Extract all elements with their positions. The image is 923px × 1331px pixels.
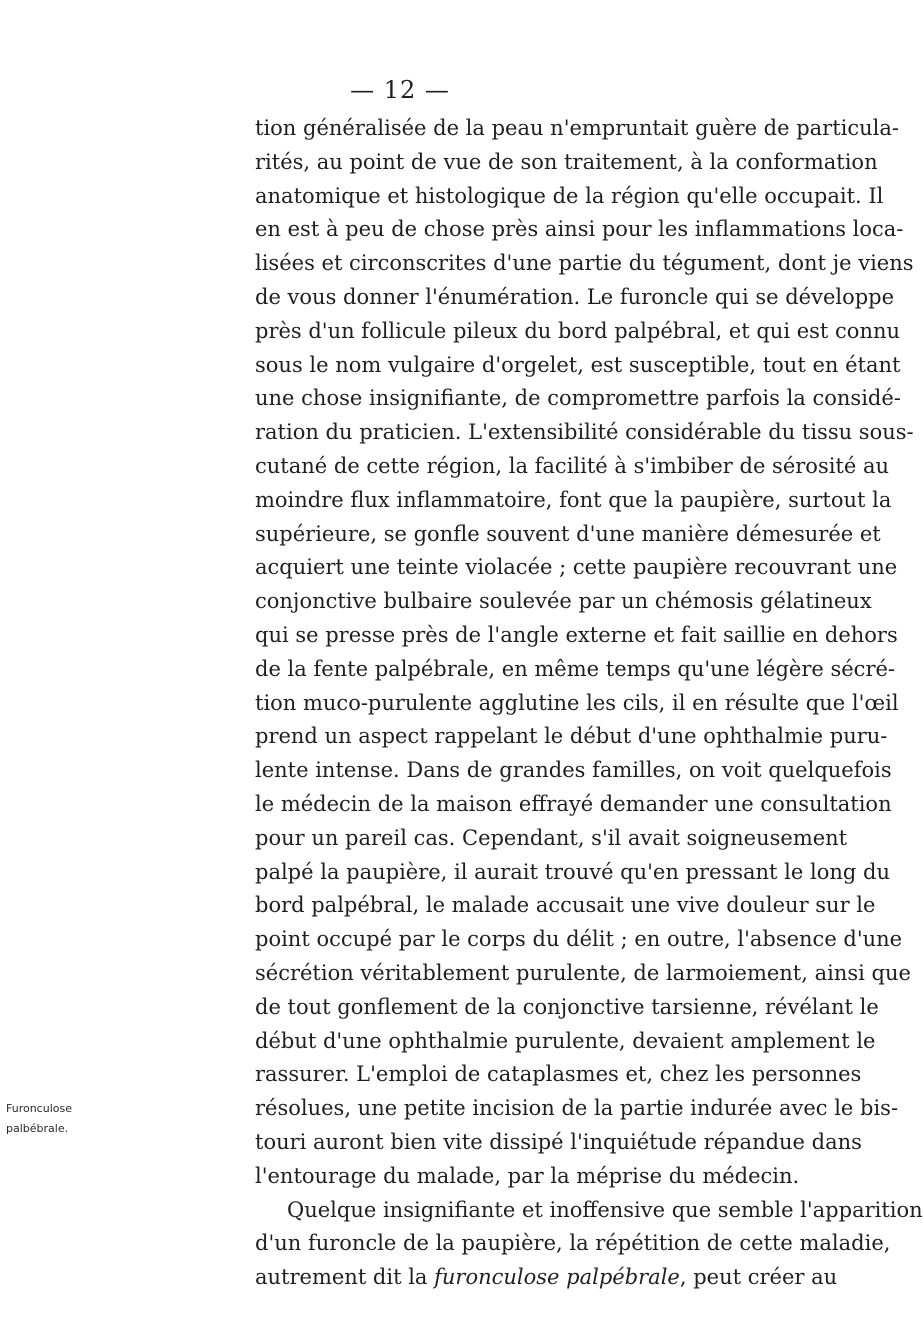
text-line: de vous donner l'énumération. Le furoncle qui se développe — [255, 284, 895, 309]
paragraph-2-last-line — [255, 1261, 838, 1295]
text-line: anatomique et histologique de la région qu'elle occupait. Il — [255, 183, 884, 208]
text-line: prend un aspect rappelant le début d'une ophthalmie puru- — [255, 724, 888, 749]
text-line: début d'une ophthalmie purulente, devaient amplement le — [255, 1028, 876, 1053]
body-text — [255, 112, 923, 1295]
text-line: supérieure, se gonfle souvent d'une manière démesurée et — [255, 521, 881, 546]
margin-note — [6, 1099, 86, 1139]
text-line: conjonctive bulbaire soulevée par un chémosis gélatineux — [255, 589, 872, 614]
paragraph-1 — [255, 112, 914, 1194]
text-line: le médecin de la maison effrayé demander une consultation — [255, 791, 892, 816]
text-line: lente intense. Dans de grandes familles, on voit quelquefois — [255, 758, 892, 783]
text-line: acquiert une teinte violacée ; cette paupière recouvrant une — [255, 555, 898, 580]
text-line: rassurer. L'emploi de cataplasmes et, chez les personnes — [255, 1062, 862, 1087]
text-line: de la fente palpébrale, en même temps qu'une légère sécré- — [255, 656, 896, 681]
margin-note-line-2: palbébrale. — [6, 1122, 69, 1135]
text-line: point occupé par le corps du délit ; en outre, l'absence d'une — [255, 927, 903, 952]
text-line: d'un furoncle de la paupière, la répétition de cette maladie, — [255, 1231, 891, 1256]
text-line: ration du praticien. L'extensibilité considérable du tissu sous- — [255, 420, 914, 445]
last-line-before: autrement dit la — [255, 1265, 435, 1290]
text-line: en est à peu de chose près ainsi pour les inflammations loca- — [255, 217, 904, 242]
text-line: cutané de cette région, la facilité à s'imbiber de sérosité au — [255, 453, 890, 478]
page-number: — 12 — — [350, 76, 450, 104]
text-line: moindre flux inflammatoire, font que la paupière, surtout la — [255, 487, 892, 512]
text-line: résolues, une petite incision de la partie indurée avec le bis- — [255, 1096, 899, 1121]
text-line: pour un pareil cas. Cependant, s'il avait soigneusement — [255, 825, 848, 850]
text-line: tion généralisée de la peau n'empruntait guère de particula- — [255, 116, 899, 140]
text-line: touri auront bien vite dissipé l'inquiétude répandue dans — [255, 1129, 862, 1154]
text-line: une chose insignifiante, de compromettre parfois la considé- — [255, 386, 901, 411]
text-line: près d'un follicule pileux du bord palpébral, et qui est connu — [255, 318, 901, 343]
text-line: lisées et circonscrites d'une partie du tégument, dont je viens — [255, 251, 914, 276]
text-line: sécrétion véritablement purulente, de larmoiement, ainsi que — [255, 960, 911, 985]
text-line: de tout gonflement de la conjonctive tarsienne, révélant le — [255, 994, 879, 1019]
text-line: bord palpébral, le malade accusait une vive douleur sur le — [255, 893, 876, 918]
text-line: Quelque insignifiante et inoffensive que semble l'apparition — [287, 1197, 923, 1222]
text-line: rités, au point de vue de son traitement, à la conformation — [255, 149, 878, 174]
margin-note-line-1: Furonculose — [6, 1102, 72, 1115]
text-line: sous le nom vulgaire d'orgelet, est susceptible, tout en étant — [255, 352, 901, 377]
text-line: l'entourage du malade, par la méprise du médecin. — [255, 1163, 800, 1188]
text-line: tion muco-purulente agglutine les cils, il en résulte que l'œil — [255, 690, 899, 715]
text-line: qui se presse près de l'angle externe et fait saillie en dehors — [255, 622, 898, 647]
paragraph-2 — [255, 1194, 923, 1262]
last-line-after: , peut créer au — [679, 1265, 838, 1290]
text-line: palpé la paupière, il aurait trouvé qu'en pressant le long du — [255, 859, 890, 884]
italic-term: furonculose palpébrale — [434, 1265, 680, 1290]
